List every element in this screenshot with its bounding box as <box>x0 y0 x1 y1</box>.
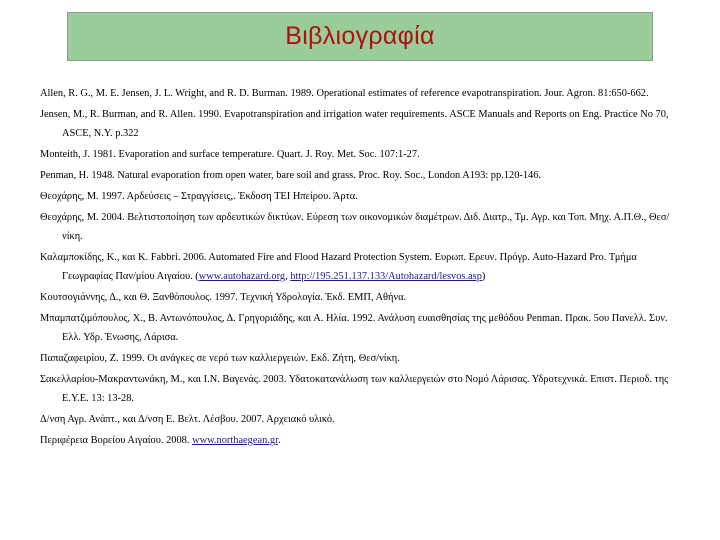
autohazard-link[interactable]: www.autohazard.org <box>198 271 286 282</box>
reference-list <box>40 84 688 452</box>
reference-text: , <box>285 271 291 282</box>
reference-item-5: Θεοχάρης, Μ. 1997. Αρδεύσεις – Στραγγίσεις,. Έκδοση ΤΕΙ Ηπείρου. Άρτα. <box>40 191 358 202</box>
slide-title: Βιβλιογραφία <box>285 22 435 50</box>
reference-text: ) <box>481 271 486 282</box>
reference-item-13 <box>40 431 688 450</box>
reference-text: . <box>277 435 281 446</box>
reference-text: Καλαμποκίδης, Κ., και K. Fabbri. 2006. Automated Fire and Flood Hazard Protection System. Ευρωπ. Ερευν. Πρόγρ. Auto-Hazard Pro. Τμήμα Γεωγραφίας Παν/μίου Αιγαίου. ( <box>40 252 637 282</box>
reference-item-3: Monteith, J. 1981. Evaporation and surface temperature. Quart. J. Roy. Met. Soc. 107:1-27. <box>40 149 420 160</box>
reference-item-10: Παπαζαφειρίου, Ζ. 1999. Οι ανάγκες σε νερό των καλλιεργειών. Εκδ. Ζήτη, Θεσ/νίκη. <box>40 353 400 364</box>
title-banner <box>67 12 653 61</box>
reference-item-12: Δ/νση Αγρ. Ανάπτ., και Δ/νση Ε. Βελτ. Λέσβου. 2007. Αρχειακό υλικό. <box>40 414 335 425</box>
reference-item-1: Allen, R. G., M. E. Jensen, J. L. Wright, and R. D. Burman. 1989. Operational estimates of reference evapotranspiration. Jour. Agron. 81:650-662. <box>40 88 649 99</box>
reference-item-9: Μπαμπατζιμόπουλος, Χ., Β. Αντωνόπουλος, Δ. Γρηγοριάδης, και Α. Ηλία. 1992. Ανάλυση ευαισθησίας της μεθόδου Penman. Πρακ. 5ου Πανελλ. Συν. Ελλ. Υδρ. Ένωσης, Λάρισα. <box>40 313 668 343</box>
reference-item-4: Penman, H. 1948. Natural evaporation from open water, bare soil and grass. Proc. Roy. Soc., London A193: pp.120-146. <box>40 170 542 181</box>
lesvos-asp-link[interactable]: http://195.251.137.133/Autohazard/lesvos.asp <box>290 271 482 282</box>
reference-text: Περιφέρεια Βορείου Αιγαίου. 2008. <box>40 435 193 446</box>
reference-item-6: Θεοχάρης, Μ. 2004. Βελτιστοποίηση των αρδευτικών δικτύων. Εύρεση των οικονομικών διαμέτρων. Διδ. Διατρ., Τμ. Αγρ. και Τοπ. Μηχ. Α.Π.Θ., Θεσ/νίκη. <box>40 212 670 242</box>
reference-item-8: Κουτσογιάννης, Δ., και Θ. Ξανθόπουλος. 1997. Τεχνική Υδρολογία. Έκδ. ΕΜΠ, Αθήνα. <box>40 292 407 303</box>
reference-item-7 <box>40 248 688 286</box>
reference-item-11: Σακελλαρίου-Μακραντωνάκη, Μ., και Ι.Ν. Βαγενάς. 2003. Υδατοκατανάλωση των καλλιεργειών στο Νομό Λάρισας. Υδροτεχνικά. Επιστ. Περιοδ. της Ε.Υ.Ε. 13: 13-28. <box>40 374 669 404</box>
reference-item-2: Jensen, M., R. Burman, and R. Allen. 1990. Evapotranspiration and irrigation water requirements. ASCE Manuals and Reports on Eng. Practice No 70, ASCE, N.Y. p.322 <box>40 109 669 139</box>
northaegean-link[interactable]: www.northaegean.gr <box>192 435 278 446</box>
